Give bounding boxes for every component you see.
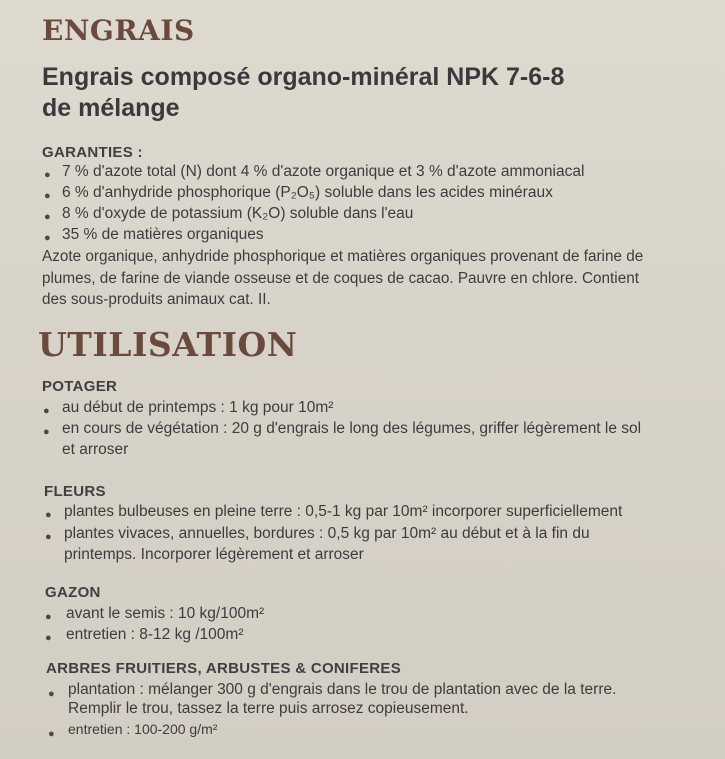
- arbres-label: ARBRES FRUITIERS, ARBUSTES & CONIFERES: [46, 660, 402, 677]
- bullet-icon: ●: [45, 531, 52, 543]
- garantie-potassium: 8 % d'oxyde de potassium (K₂O) soluble dans l'eau: [62, 205, 414, 222]
- bullet-icon: ●: [48, 728, 55, 740]
- fleurs-item-2: plantes vivaces, annuelles, bordures : 0,5 kg par 10m² au début et à la fin du: [64, 525, 590, 542]
- bullet-icon: ●: [45, 509, 52, 521]
- potager-item-1: au début de printemps : 1 kg pour 10m²: [62, 399, 334, 416]
- potager-label: POTAGER: [42, 378, 118, 395]
- fleurs-item-2-cont: printemps. Incorporer légèrement et arroser: [64, 546, 364, 563]
- fleurs-item-1: plantes bulbeuses en pleine terre : 0,5-1 kg par 10m² incorporer superficiellement: [64, 503, 623, 520]
- product-name-line2: de mélange: [42, 94, 180, 122]
- utilisation-heading: UTILISATION: [38, 325, 298, 364]
- bullet-icon: ●: [43, 426, 50, 438]
- garanties-label: GARANTIES :: [42, 144, 143, 161]
- bullet-icon: ●: [45, 611, 52, 623]
- garantie-matieres: 35 % de matières organiques: [62, 226, 264, 243]
- fleurs-label: FLEURS: [44, 483, 106, 500]
- garantie-azote: 7 % d'azote total (N) dont 4 % d'azote organique et 3 % d'azote ammoniacal: [62, 163, 585, 180]
- engrais-heading: ENGRAIS: [42, 14, 195, 47]
- product-name-line1: Engrais composé organo-minéral NPK 7-6-8: [42, 63, 565, 91]
- description-line2: plumes, de farine de viande osseuse et de coques de cacao. Pauvre en chlore. Contient: [42, 270, 639, 287]
- bullet-icon: ●: [43, 405, 50, 417]
- gazon-item-2: entretien : 8-12 kg /100m²: [66, 626, 244, 643]
- bullet-icon: ●: [44, 211, 51, 223]
- bullet-icon: ●: [44, 232, 51, 244]
- description-line3: des sous-produits animaux cat. II.: [42, 291, 271, 308]
- garantie-phosphore: 6 % d'anhydride phosphorique (P₂O₅) soluble dans les acides minéraux: [62, 184, 553, 201]
- description-line1: Azote organique, anhydride phosphorique et matières organiques provenant de farine de: [42, 248, 644, 265]
- bullet-icon: ●: [48, 688, 55, 700]
- gazon-item-1: avant le semis : 10 kg/100m²: [66, 605, 265, 622]
- bullet-icon: ●: [44, 169, 51, 181]
- product-name: [42, 62, 702, 124]
- potager-item-2-cont: et arroser: [62, 441, 129, 458]
- arbres-item-2: entretien : 100-200 g/m²: [68, 721, 218, 737]
- bullet-icon: ●: [45, 632, 52, 644]
- potager-item-2: en cours de végétation : 20 g d'engrais le long des légumes, griffer légèrement le sol: [62, 420, 642, 437]
- gazon-label: GAZON: [45, 584, 101, 601]
- arbres-item-1-cont: Remplir le trou, tassez la terre puis arrosez copieusement.: [68, 700, 469, 717]
- arbres-item-1: plantation : mélanger 300 g d'engrais dans le trou de plantation avec de la terre.: [68, 681, 617, 698]
- bullet-icon: ●: [44, 190, 51, 202]
